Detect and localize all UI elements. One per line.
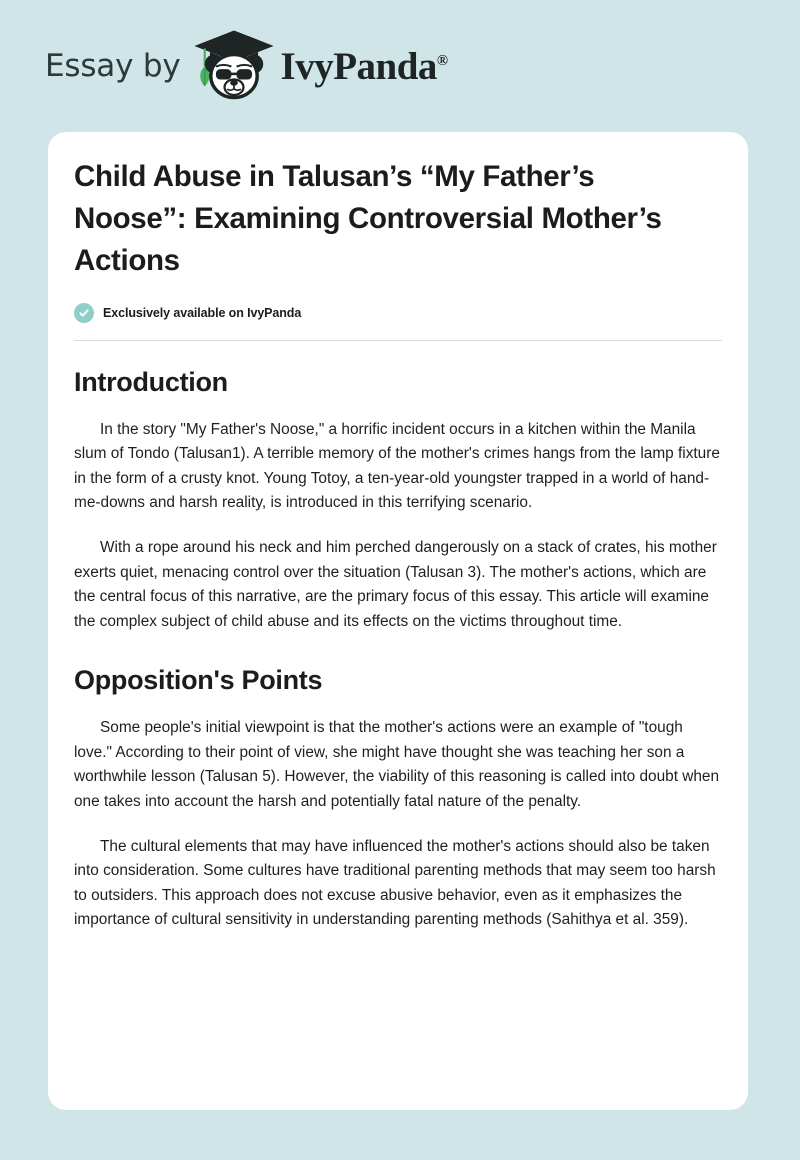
title-divider — [74, 340, 722, 341]
paragraph: With a rope around his neck and him perched dangerously on a stack of crates, his mother exerts quiet, menacing control over the situation (Talusan 3). The mother's actions, which are the central focus of this narrative, are the primary focus of this essay. This article will examine the complex subject of child abuse and its effects on the victims throughout time. — [74, 539, 717, 630]
availability-badge — [74, 303, 722, 323]
brand-wordmark — [280, 44, 448, 88]
availability-label: Exclusively available on IvyPanda — [103, 306, 302, 320]
essay-card — [48, 132, 748, 1110]
section-heading-introduction: Introduction — [74, 367, 228, 397]
registered-trademark-symbol: ® — [436, 52, 448, 69]
check-circle-icon — [74, 303, 94, 323]
page-title: Child Abuse in Talusan’s “My Father’s Noose”: Examining Controversial Mother’s Actions — [74, 160, 662, 277]
paragraph: The cultural elements that may have influenced the mother's actions should also be taken into consideration. Some cultures have traditional parenting methods that may seem too harsh to outsiders. This approach does not excuse abusive behavior, even as it emphasizes the importance of cultural sensitivity in understanding parenting methods (Sahithya et al. 359). — [74, 837, 716, 929]
section-heading-oppositions-points: Opposition's Points — [74, 665, 323, 696]
essay-by-label: Essay by — [45, 47, 181, 84]
site-header — [0, 0, 800, 132]
ivypanda-logo[interactable] — [191, 31, 448, 101]
paragraph: In the story "My Father's Noose," a horrific incident occurs in a kitchen within the Manila slum of Tondo (Talusan1). A terrible memory of the mother's crimes hangs from the lamp fixture in the form of a crusty knot. Young Totoy, a ten-year-old youngster trapped in a world of hand-me-downs and harsh reality, is introduced in this terrifying scenario. — [74, 420, 720, 512]
paragraph: Some people's initial viewpoint is that the mother's actions were an example of "tough love." According to their point of view, she might have thought she was teaching her son a worthwhile lesson (Talusan 5). However, the viability of this reasoning is called into doubt when one takes into account the harsh and potentially fatal nature of the penalty. — [74, 719, 720, 810]
brand-lockup[interactable] — [45, 31, 448, 101]
brand-name-text: IvyPanda — [280, 44, 437, 88]
panda-graduate-icon — [191, 31, 277, 101]
